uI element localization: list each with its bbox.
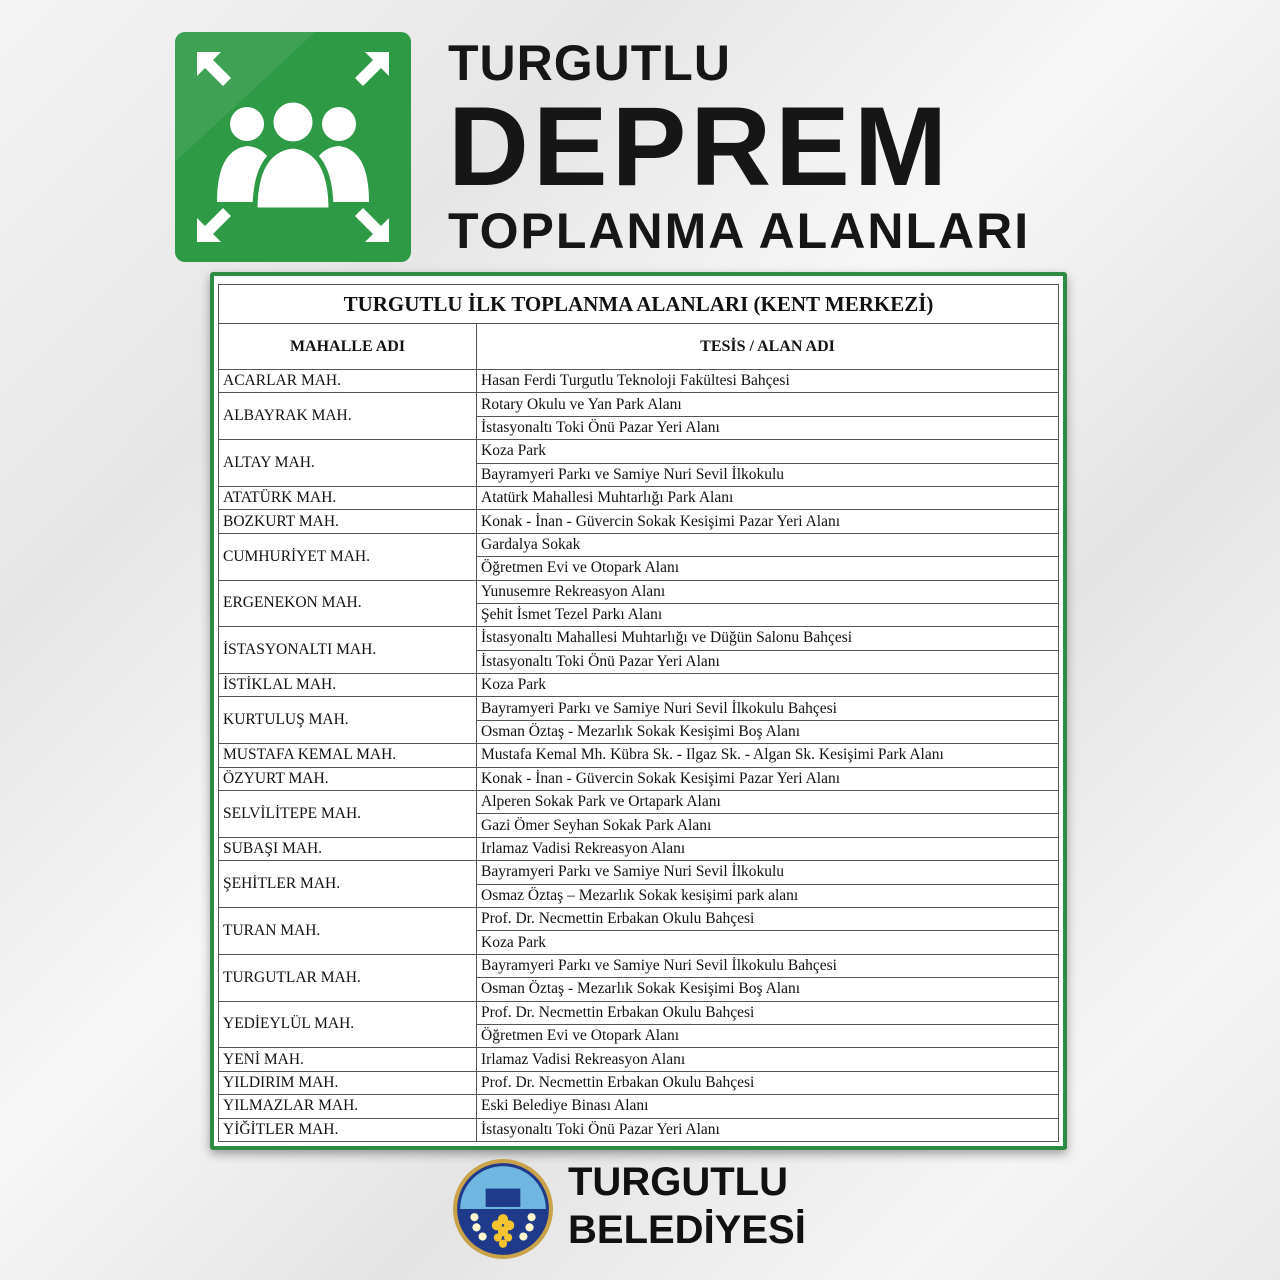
table-row [219,510,1059,533]
table-row [219,1048,1059,1071]
alan-cell: Gardalya Sokak [477,533,1059,556]
alan-cell: Koza Park [477,931,1059,954]
mahalle-cell: ERGENEKON MAH. [219,580,477,627]
table-row [219,767,1059,790]
mahalle-cell: ŞEHİTLER MAH. [219,861,477,908]
table-row [219,907,1059,930]
mahalle-cell: YILMAZLAR MAH. [219,1095,477,1118]
table-row [219,954,1059,977]
alan-cell: Prof. Dr. Necmettin Erbakan Okulu Bahçesi [477,907,1059,930]
alan-cell: Irlamaz Vadisi Rekreasyon Alanı [477,837,1059,860]
alan-cell: Öğretmen Evi ve Otopark Alanı [477,557,1059,580]
table-row [219,697,1059,720]
alan-cell: Rotary Okulu ve Yan Park Alanı [477,393,1059,416]
mahalle-cell: KURTULUŞ MAH. [219,697,477,744]
table-row [219,1071,1059,1094]
alan-cell: Eski Belediye Binası Alanı [477,1095,1059,1118]
table-row [219,533,1059,556]
table-row [219,1001,1059,1024]
alan-cell: Mustafa Kemal Mh. Kübra Sk. - Ilgaz Sk. - Algan Sk. Kesişimi Park Alanı [477,744,1059,767]
alan-cell: İstasyonaltı Toki Önü Pazar Yeri Alanı [477,1118,1059,1141]
table-title: TURGUTLU İLK TOPLANMA ALANLARI (KENT MERKEZİ) [219,285,1059,324]
footer-line-2: BELEDİYESİ [568,1208,806,1252]
mahalle-cell: YILDIRIM MAH. [219,1071,477,1094]
header-line-1: TURGUTLU [448,35,731,91]
mahalle-cell: SELVİLİTEPE MAH. [219,791,477,838]
alan-cell: Hasan Ferdi Turgutlu Teknoloji Fakültesi Bahçesi [477,370,1059,393]
alan-cell: Prof. Dr. Necmettin Erbakan Okulu Bahçesi [477,1071,1059,1094]
alan-cell: Gazi Ömer Seyhan Sokak Park Alanı [477,814,1059,837]
table-row [219,861,1059,884]
mahalle-cell: BOZKURT MAH. [219,510,477,533]
table-row [219,440,1059,463]
alan-cell: Atatürk Mahallesi Muhtarlığı Park Alanı [477,486,1059,509]
mahalle-cell: ACARLAR MAH. [219,370,477,393]
assembly-areas-table [218,284,1059,1142]
table-row [219,791,1059,814]
alan-cell: Şehit İsmet Tezel Parkı Alanı [477,603,1059,626]
mahalle-cell: ÖZYURT MAH. [219,767,477,790]
alan-cell: Bayramyeri Parkı ve Samiye Nuri Sevil İlkokulu Bahçesi [477,954,1059,977]
header-subtitle: TOPLANMA ALANLARI [448,203,1031,259]
mahalle-cell: TURGUTLAR MAH. [219,954,477,1001]
table-row [219,486,1059,509]
alan-cell: Koza Park [477,440,1059,463]
mahalle-cell: ALTAY MAH. [219,440,477,487]
table-row [219,1095,1059,1118]
alan-cell: Irlamaz Vadisi Rekreasyon Alanı [477,1048,1059,1071]
alan-cell: Konak - İnan - Güvercin Sokak Kesişimi Pazar Yeri Alanı [477,510,1059,533]
municipality-seal [452,1158,554,1260]
column-header-mahalle: MAHALLE ADI [219,324,477,370]
alan-cell: Bayramyeri Parkı ve Samiye Nuri Sevil İlkokulu Bahçesi [477,697,1059,720]
table-body [219,370,1059,1142]
mahalle-cell: SUBAŞI MAH. [219,837,477,860]
alan-cell: Osman Öztaş - Mezarlık Sokak Kesişimi Boş Alanı [477,978,1059,1001]
table-row [219,744,1059,767]
alan-cell: Alperen Sokak Park ve Ortapark Alanı [477,791,1059,814]
mahalle-cell: İSTİKLAL MAH. [219,674,477,697]
mahalle-cell: ATATÜRK MAH. [219,486,477,509]
table-row [219,627,1059,650]
footer-line-1: TURGUTLU [568,1160,788,1204]
table-row [219,1118,1059,1141]
alan-cell: Osmaz Öztaş – Mezarlık Sokak kesişimi park alanı [477,884,1059,907]
alan-cell: Prof. Dr. Necmettin Erbakan Okulu Bahçesi [477,1001,1059,1024]
alan-cell: Bayramyeri Parkı ve Samiye Nuri Sevil İlkokulu [477,463,1059,486]
table-row [219,393,1059,416]
column-header-alan: TESİS / ALAN ADI [477,324,1059,370]
mahalle-cell: TURAN MAH. [219,907,477,954]
alan-cell: Konak - İnan - Güvercin Sokak Kesişimi Pazar Yeri Alanı [477,767,1059,790]
table-row [219,837,1059,860]
alan-cell: Yunusemre Rekreasyon Alanı [477,580,1059,603]
alan-cell: İstasyonaltı Mahallesi Muhtarlığı ve Düğün Salonu Bahçesi [477,627,1059,650]
alan-cell: İstasyonaltı Toki Önü Pazar Yeri Alanı [477,416,1059,439]
mahalle-cell: YENİ MAH. [219,1048,477,1071]
mahalle-cell: YEDİEYLÜL MAH. [219,1001,477,1048]
header-title: DEPREM [448,84,952,209]
mahalle-cell: MUSTAFA KEMAL MAH. [219,744,477,767]
alan-cell: Koza Park [477,674,1059,697]
table-row [219,580,1059,603]
alan-cell: Bayramyeri Parkı ve Samiye Nuri Sevil İlkokulu [477,861,1059,884]
mahalle-cell: CUMHURİYET MAH. [219,533,477,580]
assembly-areas-table-panel [210,272,1067,1150]
alan-cell: Osman Öztaş - Mezarlık Sokak Kesişimi Boş Alanı [477,720,1059,743]
table-row [219,370,1059,393]
mahalle-cell: İSTASYONALTI MAH. [219,627,477,674]
alan-cell: Öğretmen Evi ve Otopark Alanı [477,1024,1059,1047]
alan-cell: İstasyonaltı Toki Önü Pazar Yeri Alanı [477,650,1059,673]
mahalle-cell: YİĞİTLER MAH. [219,1118,477,1141]
table-row [219,674,1059,697]
assembly-point-icon [175,32,411,262]
mahalle-cell: ALBAYRAK MAH. [219,393,477,440]
